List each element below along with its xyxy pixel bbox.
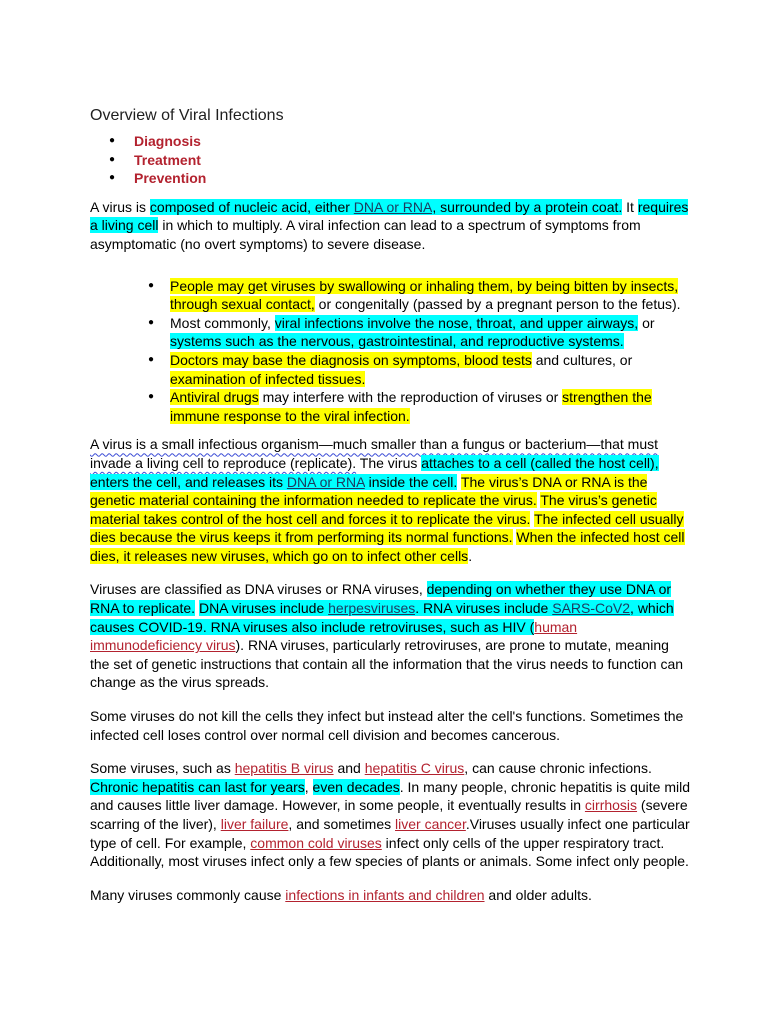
link-hepatitis-c-virus[interactable]: hepatitis C virus — [364, 760, 465, 777]
text-run: Viruses are classified as DNA viruses or RNA viruses, — [90, 581, 427, 598]
highlight-cyan: . — [415, 600, 420, 617]
link-sars-cov2[interactable]: SARS-CoV2 — [552, 600, 631, 617]
highlight-cyan: , which causes COVID-19. RNA viruses also include retroviruses, such as HIV ( — [90, 600, 674, 635]
classification-paragraph — [90, 580, 690, 692]
key-points-list — [90, 277, 690, 426]
text-run: Some viruses, such as — [90, 760, 235, 777]
text-run: It — [622, 198, 638, 215]
text-run: . In many people, chronic hepatitis is quite mild and causes little liver damage. However, in some people, it eventually results in — [90, 778, 690, 814]
text-run: , and sometimes — [288, 816, 396, 832]
link-dna-or-rna[interactable]: DNA or RNA — [353, 198, 433, 215]
link-liver-failure[interactable]: liver failure — [220, 816, 289, 832]
highlight-yellow: Doctors may base the diagnosis on symptoms, blood tests — [170, 351, 532, 368]
highlight-cyan: attaches to a cell (called the host cell), enters the cell, and releases its — [90, 454, 659, 490]
text-run: A virus is — [90, 198, 150, 215]
text-run: or — [638, 314, 655, 331]
highlight-yellow: When the infected host cell dies, it releases new viruses, which go on to infect other cells — [90, 529, 685, 564]
text-run: (severe scarring of the liver), — [90, 797, 688, 832]
text-run: . — [468, 547, 473, 564]
link-common-cold-viruses[interactable]: common cold viruses — [250, 834, 382, 851]
highlight-cyan: even decades — [312, 778, 400, 795]
text-run: and cultures, or — [531, 351, 633, 368]
highlight-yellow: The virus’s genetic material takes control of the host cell and forces it to replicate the virus. — [90, 492, 657, 527]
link-hepatitis-b-virus[interactable]: hepatitis B virus — [234, 760, 334, 777]
text-run: and — [333, 760, 365, 777]
highlight-cyan: RNA viruses include — [419, 600, 553, 617]
topic-list — [90, 132, 690, 188]
text-run: The virus — [356, 454, 422, 471]
text-run: and older adults. — [484, 886, 592, 903]
key-point — [170, 388, 690, 425]
highlight-cyan: Chronic hepatitis can last for years — [90, 778, 305, 795]
highlight-cyan: systems such as the nervous, gastrointestinal, and reproductive systems. — [170, 333, 624, 350]
highlight-cyan: depending on whether they use DNA or RNA to replicate. — [90, 581, 672, 617]
highlight-cyan: , surrounded by a protein coat. — [432, 198, 623, 215]
document-body — [90, 106, 690, 919]
highlight-yellow: strengthen the immune response to the viral infection. — [170, 389, 652, 424]
link-dna-or-rna[interactable]: DNA or RNA — [286, 473, 365, 490]
virus-paragraph — [90, 435, 690, 565]
key-point — [170, 314, 690, 351]
highlight-yellow: The virus’s DNA or RNA is the genetic material containing the information needed to replicate the virus. — [90, 473, 648, 509]
text-run: Many viruses commonly cause — [90, 886, 286, 903]
text-run: or congenitally (passed by a pregnant person to the fetus). — [314, 296, 681, 313]
key-point — [170, 277, 690, 314]
highlight-yellow: Antiviral drugs — [170, 389, 259, 406]
text-run: , can cause chronic infections. — [464, 760, 652, 777]
highlight-cyan: requires a living cell — [90, 198, 689, 234]
topic-treatment[interactable]: ● Treatment — [134, 151, 690, 170]
text-run: ). RNA viruses, particularly retroviruses, are prone to mutate, meaning the set of genetic instructions that contain all the information that the virus needs to function can change as the virus spreads. — [90, 637, 684, 691]
highlight-yellow: People may get viruses by swallowing or inhaling them, by being bitten by insects, through sexual contact, — [170, 277, 679, 313]
link-human-immunodeficiency-virus[interactable]: human immunodeficiency virus — [90, 618, 578, 654]
highlight-cyan: viral infections involve the nose, throat, and upper airways, — [274, 314, 639, 331]
children-paragraph — [90, 886, 690, 905]
highlight-cyan: inside the cell. — [364, 473, 458, 490]
highlight-yellow: The infected cell usually dies because the virus keeps it from performing its normal functions. — [90, 510, 684, 546]
highlight-yellow: examination of infected tissues. — [170, 370, 366, 387]
intro-paragraph — [90, 198, 690, 254]
key-point — [170, 351, 690, 388]
text-run: .Viruses usually infect one particular type of cell. For example, — [90, 816, 690, 851]
text-run: may interfere with the reproduction of viruses or — [258, 389, 563, 406]
link-herpesviruses[interactable]: herpesviruses — [328, 600, 416, 617]
cancer-paragraph: Some viruses do not kill the cells they infect but instead alter the cell's functions. Sometimes the infected cell loses control over normal cell division and becomes cancerous. — [90, 708, 684, 743]
link-cirrhosis[interactable]: cirrhosis — [584, 797, 638, 814]
spacer — [90, 269, 690, 277]
text-run: infect only cells of the upper respiratory tract. Additionally, most viruses infect only a few species of plants or animals. Some infect only people. — [90, 834, 689, 870]
text-run: Most commonly, — [170, 314, 275, 331]
topic-diagnosis[interactable]: ● Diagnosis — [134, 132, 690, 151]
highlight-cyan: composed of nucleic acid, either — [149, 198, 354, 215]
text-run: in which to multiply. A viral infection can lead to a spectrum of symptoms from asymptomatic (no overt symptoms) to severe disease. — [90, 217, 641, 252]
link-liver-cancer[interactable]: liver cancer — [395, 816, 466, 832]
spellcheck-underlined-text: A virus is a small infectious organism—much smaller than a fungus or bacterium—that must invade a living cell to reproduce (replicate). — [90, 436, 659, 471]
chronic-infection-paragraph — [90, 759, 690, 871]
page-title: Overview of Viral Infections — [90, 107, 284, 124]
link-infections-in-infants-and-children[interactable]: infections in infants and children — [285, 886, 485, 903]
highlight-cyan: DNA viruses include — [198, 600, 329, 617]
topic-prevention[interactable]: ● Prevention — [134, 169, 690, 188]
text-run: , — [304, 778, 313, 795]
